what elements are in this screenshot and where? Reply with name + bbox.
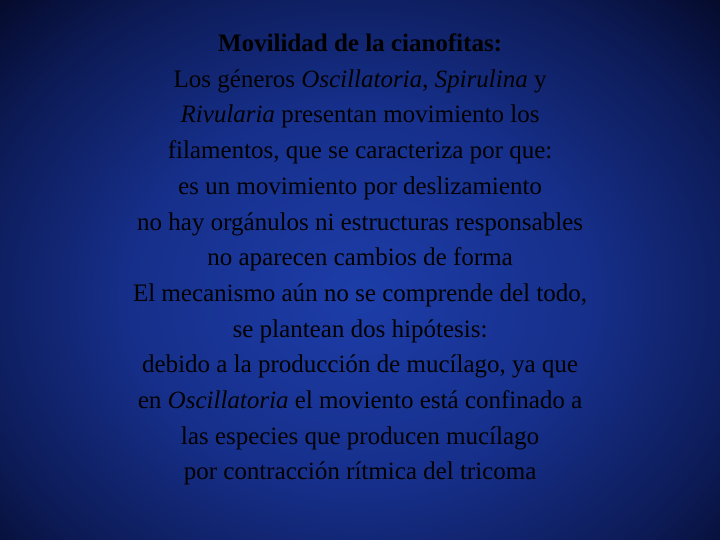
- genus-spirulina: Spirulina: [434, 65, 528, 93]
- hypothesis-1-line-1: debido a la producción de mucílago, ya que: [142, 351, 578, 379]
- genus-oscillatoria-2: Oscillatoria: [167, 387, 289, 415]
- feature-line-2: no hay orgánulos ni estructuras responsables: [137, 208, 583, 236]
- genus-oscillatoria: Oscillatoria: [301, 65, 423, 93]
- feature-line-1: es un movimiento por deslizamiento: [178, 172, 542, 200]
- feature-line-3: no aparecen cambios de forma: [207, 244, 513, 272]
- hypothesis-1-text-pre: en: [137, 387, 168, 415]
- intro-line-3: filamentos, que se caracteriza por que:: [167, 137, 553, 165]
- intro-text-4: presentan movimiento los: [274, 101, 540, 129]
- slide-body: [20, 26, 700, 490]
- slide-title: Movilidad de la cianofitas:: [217, 30, 503, 57]
- intro-text-1: Los géneros: [173, 65, 302, 93]
- hypothesis-1-text-post: el moviento está confinado a: [288, 387, 583, 415]
- genus-rivularia: Rivularia: [180, 101, 275, 129]
- intro-line-1: [20, 62, 700, 98]
- hypothesis-2-line: por contracción rítmica del tricoma: [183, 458, 537, 486]
- mechanism-line-2: se plantean dos hipótesis:: [232, 315, 488, 343]
- hypothesis-1-line-3: las especies que producen mucílago: [180, 422, 540, 450]
- hypothesis-1-line-2: [20, 383, 700, 419]
- mechanism-line-1: El mecanismo aún no se comprende del todo,: [132, 279, 588, 307]
- intro-line-2: [20, 97, 700, 133]
- intro-text-2: ,: [422, 65, 435, 93]
- intro-text-3: y: [527, 65, 547, 93]
